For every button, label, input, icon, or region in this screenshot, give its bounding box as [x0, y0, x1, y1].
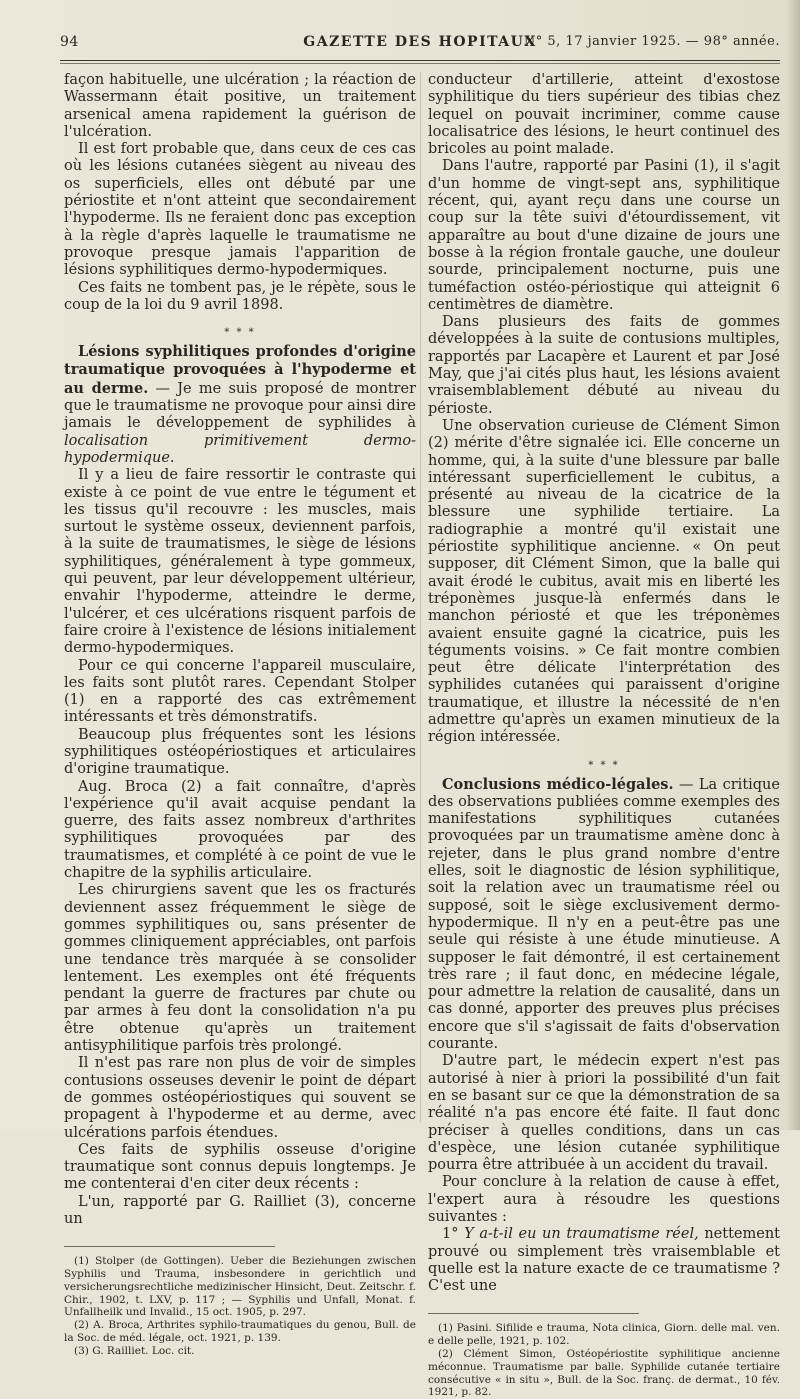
paragraph: Beaucoup plus fréquentes sont les lésions syphilitiques ostéopériostiques et articulaires d'origine traumatique. — [64, 726, 416, 778]
section-separator-stars: * * * — [224, 327, 256, 339]
section-paragraph — [64, 343, 416, 467]
footnote-rule — [64, 1246, 275, 1247]
journal-title: GAZETTE DES HOPITAUX — [303, 34, 537, 50]
question-italic: Y a-t-il eu un traumatisme réel, — [464, 1226, 699, 1243]
issue-info: N° 5, 17 janvier 1925. — 98° année. — [523, 34, 780, 49]
footnote: (2) A. Broca, Arthrites syphilo-traumatiques du genou, Bull. de la Soc. de méd. légale, oct. 1921, p. 139. — [64, 1319, 416, 1345]
paragraph: conducteur d'artillerie, atteint d'exostose syphilitique du tiers supérieur des tibias chez lequel on pouvait incriminer, comme cause localisatrice des lésions, le heurt continuel des bricoles au point malade. — [428, 72, 780, 158]
question-text: nettement prouvé ou simplement très vraisemblable et quelle est la nature exacte de ce traumatisme ? C'est une — [428, 1226, 780, 1295]
left-column — [64, 72, 416, 1358]
paragraph: Aug. Broca (2) a fait connaître, d'après l'expérience qu'il avait acquise pendant la guerre, des faits assez nombreux d'arthrites syphilitiques provoquées par des traumatismes, et complété à ce point de vue le chapitre de la syphilis articulaire. — [64, 778, 416, 882]
footnote: (3) G. Railliet. Loc. cit. — [74, 1344, 195, 1357]
header-rule-thin — [60, 63, 780, 64]
paragraph: Dans l'autre, rapporté par Pasini (1), il s'agit d'un homme de vingt-sept ans, syphilitique récent, qui, ayant reçu dans une course un coup sur la tête suivi d'étourdissement, vit apparaître au bout d'une dizaine de jours une bosse à la région frontale gauche, une douleur sourde, principalement nocturne, puis une tuméfaction ostéo-périostique qui atteignit 6 centimètres de diamètre. — [428, 158, 780, 313]
paragraph: façon habituelle, une ulcération ; la réaction de Wassermann était positive, un traitement arsenical amena rapidement la guérison de l'ulcération. — [64, 72, 416, 140]
section-heading: Conclusions médico-légales. — [442, 775, 674, 793]
column-divider — [420, 72, 421, 1122]
paragraph: Ces faits de syphilis osseuse d'origine traumatique sont connus depuis longtemps. Je me contenterai d'en citer deux récents : — [64, 1141, 416, 1193]
section-heading: Lésions syphilitiques profondes d'origine traumatique provoquées à l'hypoderme et au derme. — [64, 343, 416, 397]
footnote: (2) Clément Simon, Ostéopériostite syphilitique ancienne méconnue. Traumatisme par balle. Syphilide cutanée tertiaire consécutive « in situ », Bull. de la Soc. franç. de dermat., 10 fév. 1921, p. 82. — [428, 1348, 780, 1399]
paragraph: Il y a lieu de faire ressortir le contraste qui existe à ce point de vue entre le tégument et les tissus qu'il recouvre : les muscles, mais surtout le système osseux, deviennent parfois, à la suite de traumatismes, le siège de lésions syphilitiques, généralement à type gommeux, qui peuvent, par leur développement ultérieur, envahir l'hypoderme, atteindre le derme, l'ulcérer, et ces ulcérations risquent parfois de faire croire à l'existence de lésions initialement dermo-hypodermiques. — [64, 467, 416, 657]
paragraph: D'autre part, le médecin expert n'est pas autorisé à nier à priori la possibilité d'un fait en se basant sur ce que la démonstration de sa réalité n'a pas encore été faite. Il faut donc préciser à quelles conditions, dans un cas d'espèce, une lésion cutanée syphilitique pourra être attribuée à un accident du travail. — [428, 1053, 780, 1174]
page-edge-shadow — [786, 0, 800, 1130]
paragraph: Dans plusieurs des faits de gommes développées à la suite de contusions multiples, rapportés par Lacapère et Laurent et par José May, que j'ai cités plus haut, les lésions avaient vraisemblablement débuté au niveau du périoste. — [428, 314, 780, 417]
paragraph: L'un, rapporté par G. Railliet (3), concerne un — [64, 1193, 416, 1227]
question-number: 1° — [442, 1226, 465, 1243]
footnote: (1) Stolper (de Gottingen). Ueber die Beziehungen zwischen Syphilis und Trauma, insbesondere in gerichtlich und versicherungsrechtliche medizinischer Hinsicht, Deut. Zeitschr. f. Chir., 1902, t. LXV, p. 117 ; — Syphilis und Unfall, Monat. f. Unfallheilk und Invalid., 15 oct. 1905, p. 297. — [64, 1255, 416, 1319]
paragraph: Les chirurgiens savent que les os fracturés deviennent assez fréquemment le siège de gommes syphilitiques ou, sans présenter de gommes cliniquement appréciables, ont parfois une tendance très marquée à se consolider lentement. Les exemples ont été fréquents pendant la guerre de fractures par chute ou par armes à feu dont la consolidation n'a pu être obtenue qu'après un traitement antisyphilitique parfois très prolongé. — [64, 882, 416, 1055]
section-separator-stars: * * * — [588, 759, 620, 771]
section-text: — Je me suis proposé de montrer que le traumatisme ne provoque pour ainsi dire jamais le développement de syphilides à — [64, 380, 416, 432]
paragraph: Une observation curieuse de Clément Simon (2) mérite d'être signalée ici. Elle concerne un homme, qui, à la suite d'une blessure par balle intéressant superficiellement le cubitus, a présenté au niveau de la cicatrice de la blessure une syphilide tertiaire. La radiographie a montré qu'il existait une périostite syphilitique ancienne. « On peut supposer, dit Clément Simon, que la balle qui avait érodé le cubitus, avait mis en liberté les tréponèmes jusque-là enfermés dans le manchon périosté et que les tréponèmes avaient ensuite gagné la cicatrice, puis les téguments voisins. » Ce fait montre combien peut être délicate l'interprétation des syphilides cutanées qui paraissent d'origine traumatique, et illustre la nécessité de n'en admettre qu'après un examen minutieux de la région intéressée. — [428, 417, 780, 746]
running-header — [60, 30, 780, 56]
paragraph: Il n'est pas rare non plus de voir de simples contusions osseuses devenir le point de départ de gommes ostéopériostiques qui souvent se propagent à l'hypoderme et au derme, avec ulcérations parfois étendues. — [64, 1055, 416, 1141]
footnotes — [428, 1322, 780, 1399]
footnote: (1) Pasini. Sifilide e trauma, Nota clinica, Giorn. delle mal. ven. e delle pelle, 1921, p. 102. — [428, 1322, 780, 1348]
section-text: — La critique des observations publiées comme exemples des manifestations syphilitiques cutanées provoquées par un traumatisme amène donc à rejeter, dans le plus grand nombre d'entre elles, soit le diagnostic de lésion syphilitique, soit la relation avec un traumatisme réel ou supposé, soit le siège exclusivement dermo-hypodermique. Il n'y en a peut-être pas une seule qui résiste à une étude minutieuse. A supposer le fait démontré, il est certainement très rare ; il faut donc, en médecine légale, pour admettre la relation de causalité, dans un cas donné, apporter des preuves plus précises encore que s'il s'agissait de faits d'observation courante. — [428, 776, 780, 1053]
footnote-rule — [428, 1313, 639, 1314]
paragraph: Il est fort probable que, dans ceux de ces cas où les lésions cutanées siègent au niveau des os superficiels, elles ont débuté par une périostite et n'ont atteint que secondairement l'hypoderme. Ils ne feraient donc pas exception à la règle d'après laquelle le traumatisme ne provoque presque jamais l'apparition de lésions syphilitiques dermo-hypodermiques. — [64, 141, 416, 279]
paragraph: Pour ce qui concerne l'appareil musculaire, les faits sont plutôt rares. Cependant Stolper (1) en a rapporté des cas extrêmement intéressants et très démonstratifs. — [64, 657, 416, 726]
header-rule — [60, 60, 780, 61]
paragraph: Ces faits ne tombent pas, je le répète, sous le coup de la loi du 9 avril 1898. — [64, 279, 416, 313]
right-column — [428, 72, 780, 1399]
paragraph: Pour conclure à la relation de cause à effet, l'expert aura à résoudre les questions suivantes : — [428, 1174, 780, 1225]
question-paragraph — [428, 1226, 780, 1295]
section-italic-text: localisation primitivement dermo-hypodermique. — [64, 432, 416, 466]
section-paragraph — [428, 776, 780, 1054]
footnotes — [64, 1255, 416, 1357]
page-number: 94 — [60, 34, 79, 50]
